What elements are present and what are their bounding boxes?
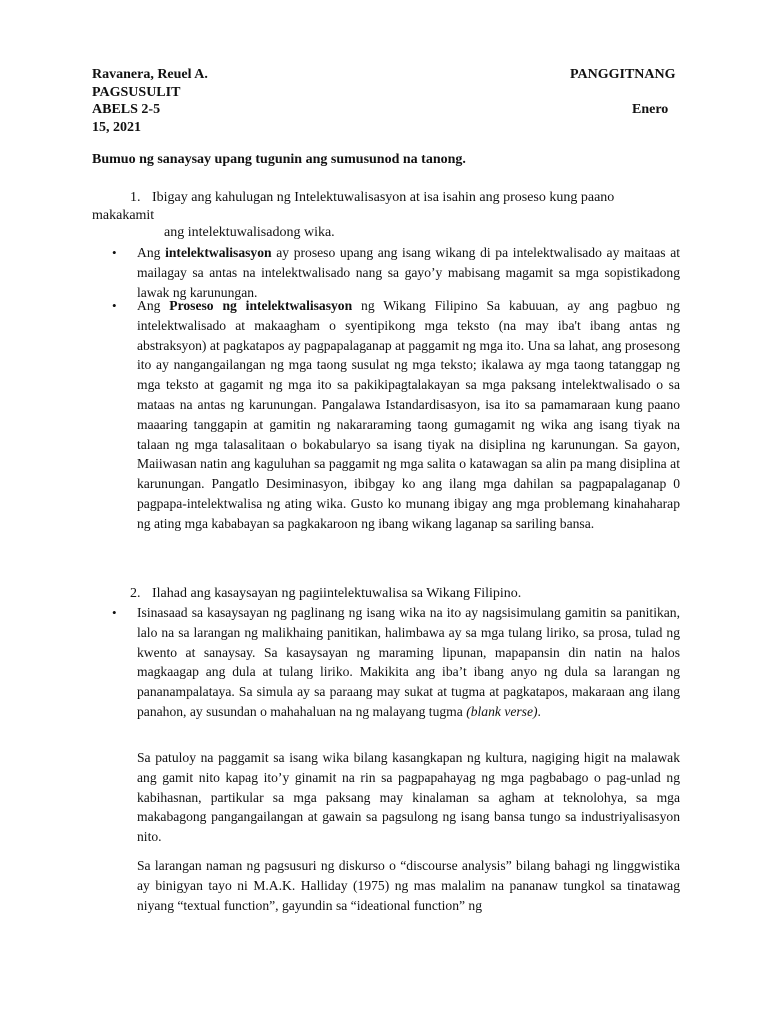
- answer-history-3: Sa larangan naman ng pagsusuri ng diskurso o “discourse analysis” bilang bahagi ng linggwistika ay binigyan tayo ni M.A.K. Halliday (1975) ng mas malalim na pananaw tungkol sa tinatawag niyang “textual function”, gayundin sa “ideational function” ng: [137, 858, 680, 913]
- section-label: ABELS 2-5: [92, 102, 161, 117]
- question-1-cont: makakamit: [92, 208, 155, 223]
- bullet-icon: •: [112, 245, 117, 260]
- exam-title-line1: PANGGITNANG: [570, 67, 676, 82]
- question-1-number: 1.: [130, 190, 141, 205]
- term-proseso: Proseso ng intelektwalisasyon: [169, 298, 353, 313]
- date-month: Enero: [632, 102, 669, 117]
- question-2: [130, 585, 521, 603]
- term-intelektwalisasyon: intelektwalisasyon: [165, 245, 272, 260]
- answer-definition: Ang intelektwalisasyon ay proseso upang ang isang wikang di pa intelektwalisado ay maitaas at mailagay sa antas na intelektwalisado nang sa gayo’y mabisang magamit sa mga sopistikadong lawak ng karunungan.: [137, 245, 681, 300]
- blank-verse-term: (blank verse): [466, 703, 538, 719]
- answer-history-2: Sa patuloy na paggamit sa isang wika bilang kasangkapan ng kultura, nagiging higit na malawak ang gamit nito kapag ito’y ginamit na rin sa pagpapahayag ng mga pagbabago o pag-unlad ng kabihasnan, partikular sa mga paksang may kinalaman sa agham at teknolohya, sa mga makabagong pangangailangan at gawain sa pagsulong ng isang bansa tungo sa industriyalisasyon nito.: [137, 750, 680, 845]
- date-rest: 15, 2021: [92, 120, 141, 135]
- bullet-icon: •: [112, 605, 117, 620]
- student-name: Ravanera, Reuel A.: [92, 67, 208, 82]
- bullet-icon: •: [112, 298, 117, 313]
- exam-title-line2: PAGSUSULIT: [92, 85, 181, 100]
- question-1-text: Ibigay ang kahulugan ng Intelektuwalisasyon at isa isahin ang proseso kung paano: [152, 190, 615, 205]
- question-1: [130, 189, 614, 207]
- question-2-text: Ilahad ang kasaysayan ng pagiintelektuwalisa sa Wikang Filipino.: [152, 586, 522, 601]
- question-1-cont2: ang intelektuwalisadong wika.: [164, 225, 335, 240]
- answer-history-1: Isinasaad sa kasaysayan ng paglinang ng isang wika na ito ay nagsisimulang gamitin sa panitikan, lalo na sa larangan ng malikhaing panitikan, halimbawa ay sa mga tulang liriko, sa prosa, tulad ng kwento at sanaysay. Sa kasaysayan ng maraming lipunan, mapapansin din natin na halos magkaagap ang dula at tulang liriko. Makikita ang iba’t ibang anyo ng dula sa larangan ng pananampalataya. Sa simula ay sa paraang may sukat at tugma at pagkatapos, makaraan ang ilang panahon, ay susundan o mahahaluan na ng malayang tugma (blank verse).: [137, 605, 680, 719]
- answer-process: Ang Proseso ng intelektwalisasyon ng Wikang Filipino Sa kabuuan, ay ang pagbuo ng intelektwalisado at makaagham o syentipikong mga teksto (na may iba't ibang antas ng abstraksyon) at pagkatapos ay pagpapalaganap at paggamit ng mga ito. Una sa lahat, ang prosesong ito ay nangangailangan ng mga taong susulat ng mga teksto; ikalawa ay mga taong tatanggap ng mga teksto at gagamit ng mga ito sa pakikipagtalakayan sa mga paksang intelektwalisado o sa mataas na antas ng karunungan. Pangalawa Istandardisasyon, isa ito sa pamamaraan kung paano maaaring tanggapin at gamitin ng nakararaming taong gumagamit ng wika ang isang tiyak na talaan ng mga talasalitaan o bokabularyo sa isang tiyak na disiplina ng karunungan. Sa gayon, Maiiwasan natin ang kaguluhan sa paggamit ng mga salita o katawagan sa alin pa mang disiplina at karunungan. Pangatlo Desiminasyon, ibibgay ko ang ilang mga dahilan sa pagpapalaganap 0 pagpapa-intelektwalisa ng ating wika. Gusto ko munang ibigay ang mga problemang kinahaharap ng ating mga kababayan sa pagkakaroon ng ibang wikang laganap sa sariling bansa.: [137, 298, 680, 531]
- instruction: Bumuo ng sanaysay upang tugunin ang sumusunod na tanong.: [92, 152, 466, 167]
- question-2-number: 2.: [130, 586, 141, 601]
